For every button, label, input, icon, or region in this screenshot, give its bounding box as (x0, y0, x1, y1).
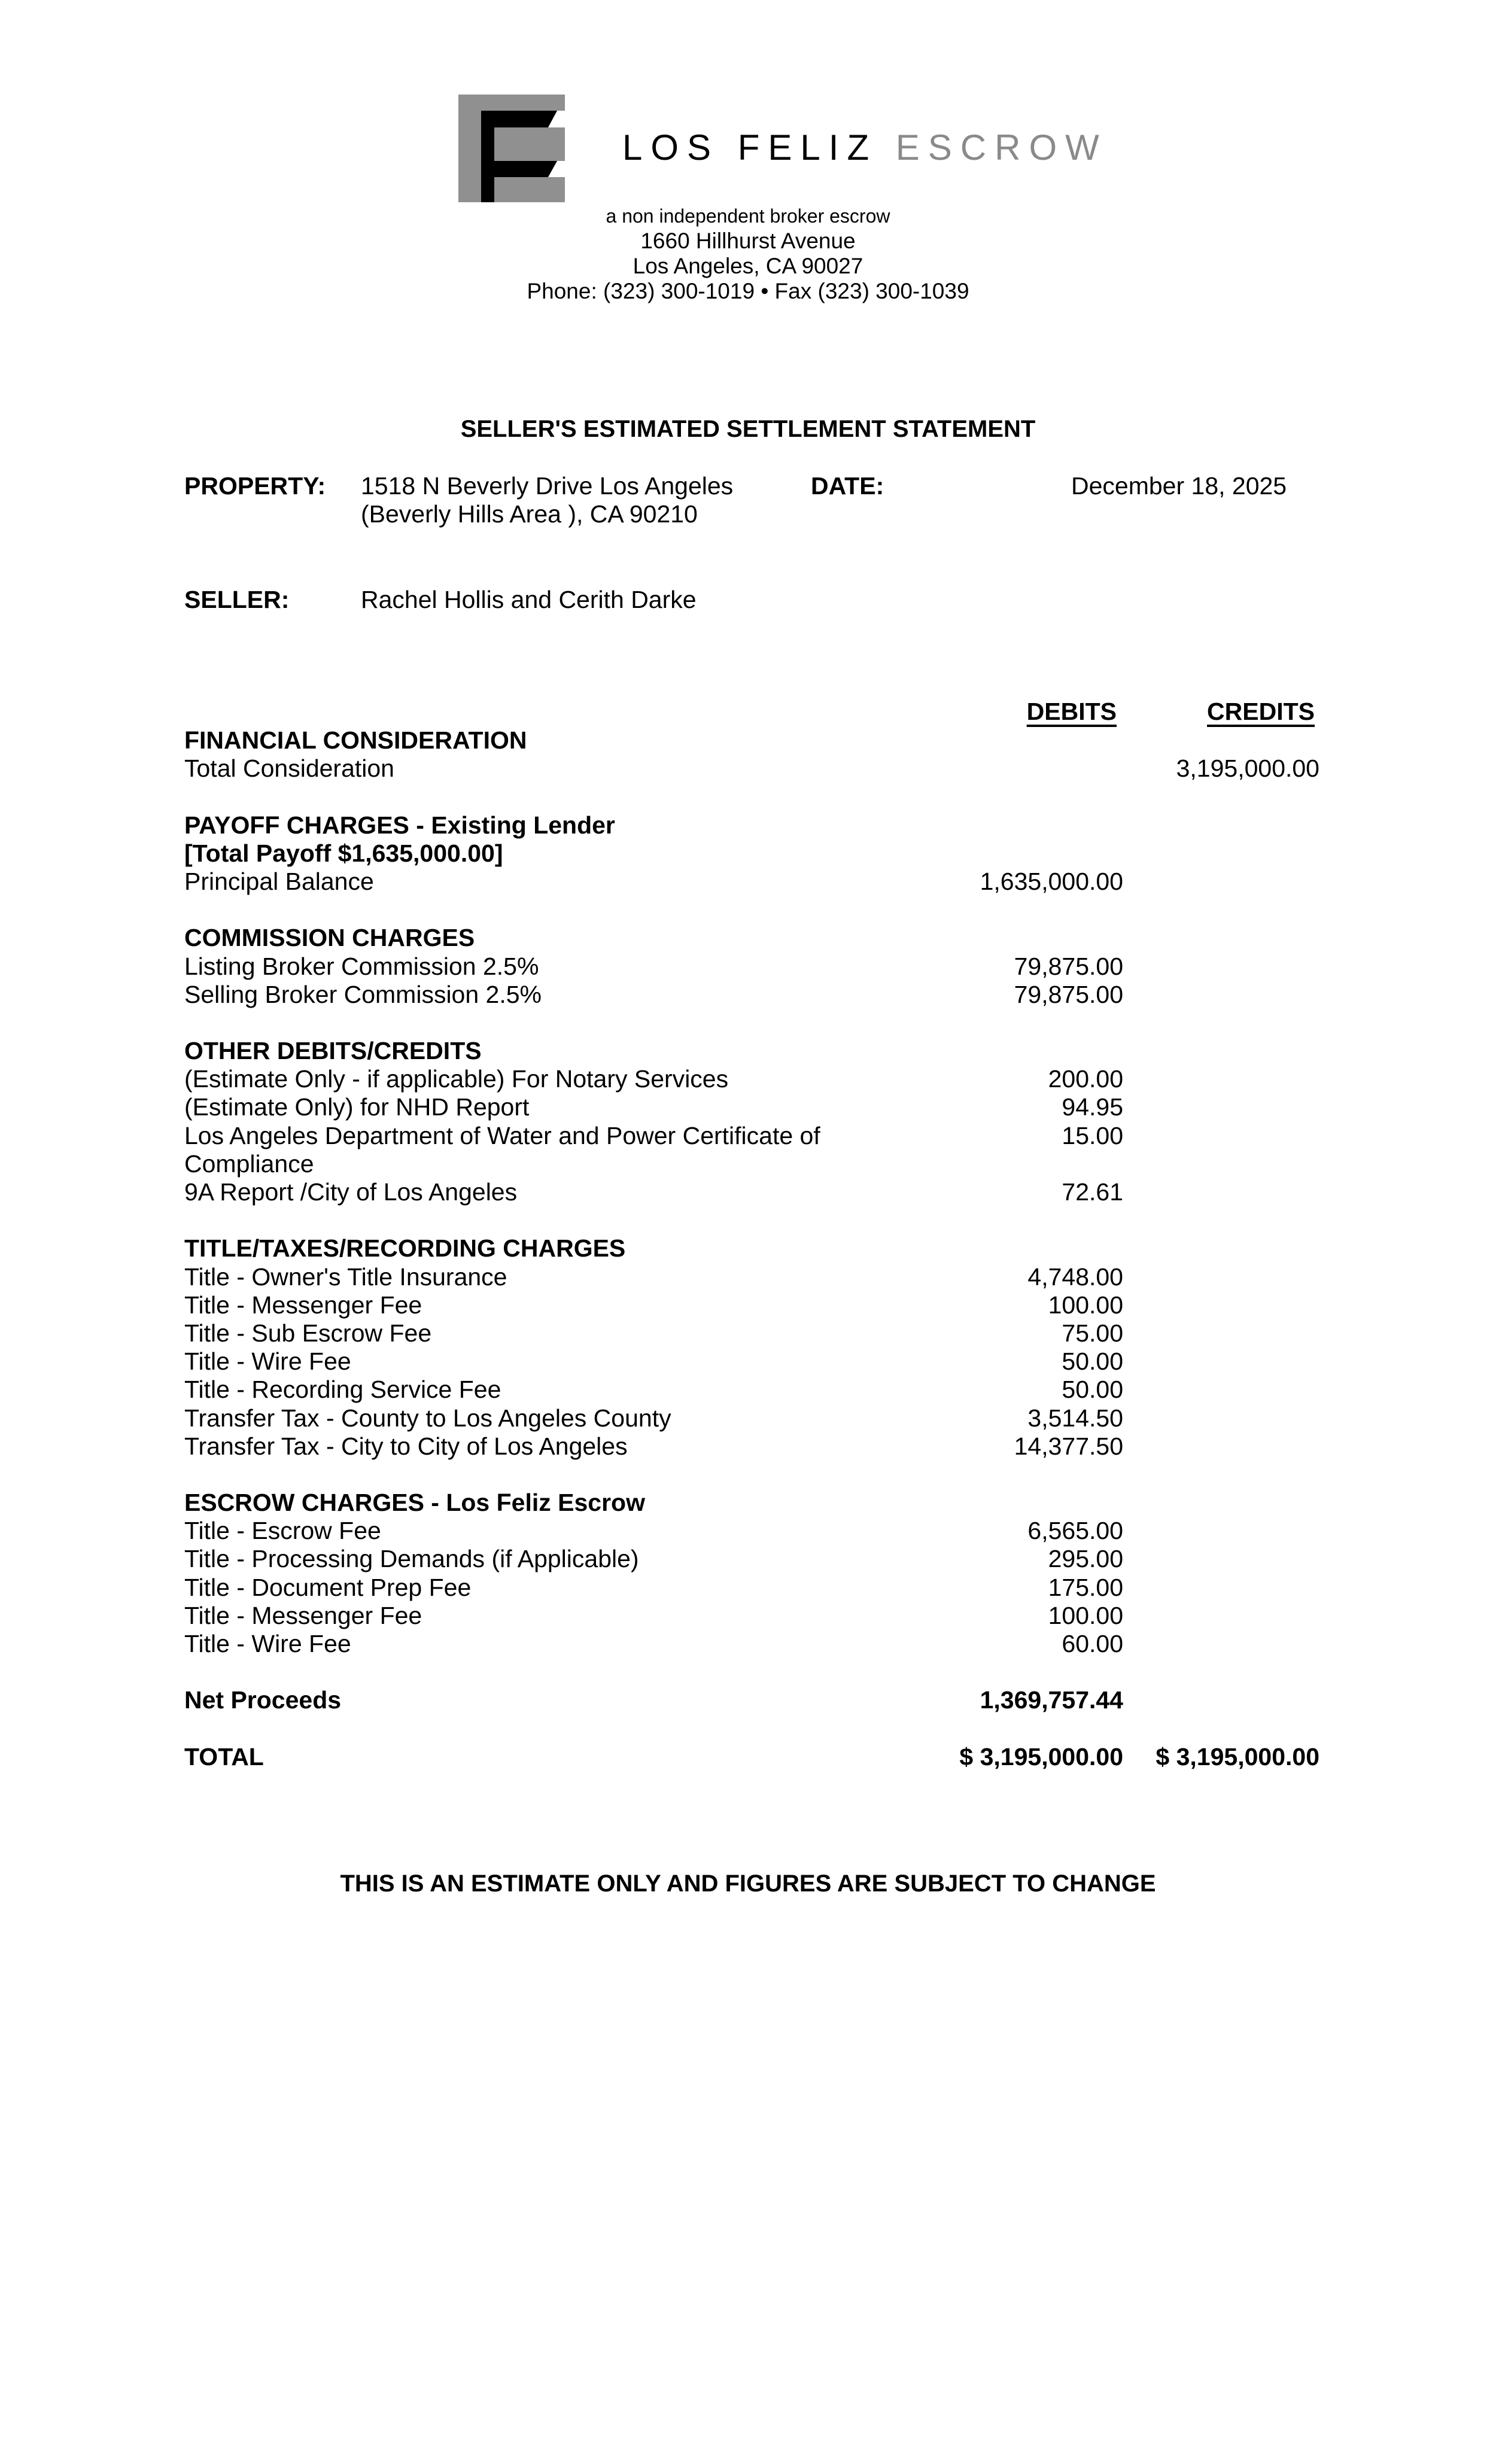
date-label: DATE: (811, 472, 884, 500)
line-item-row (184, 1178, 1321, 1206)
row-label: Los Angeles Department of Water and Power Certificate of Compliance (184, 1121, 820, 1178)
row-label: Total Consideration (184, 755, 394, 783)
property-label: PROPERTY: (184, 472, 326, 500)
debit-amount: 295.00 (1048, 1545, 1123, 1573)
row-label: TOTAL (184, 1742, 264, 1771)
property-value: 1518 N Beverly Drive Los Angeles (Beverly Hills Area ), CA 90210 (361, 472, 734, 528)
row-label: Title - Recording Service Fee (184, 1376, 501, 1404)
section-heading (184, 811, 1321, 839)
row-label: Listing Broker Commission 2.5% (184, 952, 539, 980)
line-item-row (184, 1319, 1321, 1347)
line-item-row (184, 1404, 1321, 1432)
row-label: Title - Wire Fee (184, 1347, 351, 1376)
line-item-row (184, 1602, 1321, 1630)
row-label: (Estimate Only - if applicable) For Notary Services (184, 1065, 729, 1093)
settlement-line-items (184, 726, 1321, 1771)
row-label: Transfer Tax - County to Los Angeles County (184, 1404, 671, 1432)
company-logo-text (622, 127, 1108, 169)
row-spacer (184, 1461, 1321, 1489)
row-label: Transfer Tax - City to City of Los Angeles (184, 1432, 628, 1460)
date-value: December 18, 2025 (1071, 472, 1287, 500)
row-label: OTHER DEBITS/CREDITS (184, 1037, 482, 1065)
company-address-line2: Los Angeles, CA 90027 (633, 254, 863, 278)
line-item-row (184, 868, 1321, 896)
debit-amount: 4,748.00 (1027, 1263, 1123, 1291)
debit-amount: 175.00 (1048, 1573, 1123, 1601)
estimate-disclaimer: THIS IS AN ESTIMATE ONLY AND FIGURES ARE SUBJECT TO CHANGE (340, 1870, 1156, 1897)
row-label: Net Proceeds (184, 1686, 342, 1714)
row-label: Principal Balance (184, 867, 374, 895)
row-label: Title - Escrow Fee (184, 1517, 381, 1545)
row-label: Title - Wire Fee (184, 1630, 351, 1658)
company-address-line1: 1660 Hillhurst Avenue (640, 229, 856, 253)
debit-amount: 15.00 (1062, 1121, 1123, 1149)
logo-text-dark: LOS FELIZ (622, 127, 878, 168)
debit-amount: 3,514.50 (1027, 1404, 1123, 1432)
row-label: 9A Report /City of Los Angeles (184, 1178, 518, 1206)
seller-value: Rachel Hollis and Cerith Darke (361, 586, 697, 613)
line-item-row (184, 1517, 1321, 1545)
section-heading (184, 1037, 1321, 1065)
row-label: TITLE/TAXES/RECORDING CHARGES (184, 1234, 626, 1263)
debit-amount: 1,369,757.44 (980, 1686, 1123, 1714)
company-phone-fax: Phone: (323) 300-1019 • Fax (323) 300-1039 (527, 279, 969, 303)
row-label: [Total Payoff $1,635,000.00] (184, 839, 503, 867)
statement-title: SELLER'S ESTIMATED SETTLEMENT STATEMENT (460, 416, 1036, 442)
row-label: Selling Broker Commission 2.5% (184, 980, 542, 1008)
section-heading (184, 1234, 1321, 1263)
row-label: ESCROW CHARGES - Los Feliz Escrow (184, 1489, 645, 1517)
line-item-row (184, 981, 1321, 1009)
credit-amount: 3,195,000.00 (1176, 755, 1319, 783)
company-tagline: a non independent broker escrow (606, 205, 890, 227)
total-row (184, 1743, 1321, 1771)
row-label: Title - Document Prep Fee (184, 1573, 472, 1601)
line-item-row (184, 1376, 1321, 1404)
debit-amount: 79,875.00 (1014, 980, 1123, 1008)
debit-amount: 200.00 (1048, 1065, 1123, 1093)
section-heading (184, 1489, 1321, 1517)
debit-amount: 60.00 (1062, 1630, 1123, 1658)
debit-amount: 50.00 (1062, 1376, 1123, 1404)
line-item-row (184, 1630, 1321, 1658)
debit-amount: 75.00 (1062, 1319, 1123, 1347)
row-spacer (184, 1715, 1321, 1743)
debit-amount: 100.00 (1048, 1601, 1123, 1629)
section-heading (184, 726, 1321, 755)
debit-amount: 1,635,000.00 (980, 867, 1123, 895)
credit-amount: $ 3,195,000.00 (1156, 1742, 1319, 1771)
debit-amount: 50.00 (1062, 1347, 1123, 1376)
debit-amount: 100.00 (1048, 1291, 1123, 1319)
row-label: Title - Owner's Title Insurance (184, 1263, 507, 1291)
line-item-row (184, 1065, 1321, 1093)
line-item-row (184, 1432, 1321, 1461)
line-item-row (184, 1291, 1321, 1319)
row-spacer (184, 783, 1321, 811)
row-spacer (184, 896, 1321, 924)
section-heading (184, 839, 1321, 868)
line-item-row (184, 1263, 1321, 1291)
line-item-row (184, 1093, 1321, 1121)
line-item-row (184, 1122, 1321, 1178)
debit-amount: 6,565.00 (1027, 1517, 1123, 1545)
row-spacer (184, 1206, 1321, 1234)
line-item-row (184, 1347, 1321, 1376)
total-row (184, 1686, 1321, 1714)
debit-amount: 72.61 (1062, 1178, 1123, 1206)
row-label: COMMISSION CHARGES (184, 924, 475, 952)
logo-text-light: ESCROW (895, 127, 1108, 168)
line-item-row (184, 755, 1321, 783)
company-logo-icon (458, 95, 568, 202)
row-label: Title - Sub Escrow Fee (184, 1319, 432, 1347)
line-item-row (184, 1574, 1321, 1602)
seller-label: SELLER: (184, 586, 290, 613)
row-label: Title - Processing Demands (if Applicable) (184, 1545, 639, 1573)
row-label: Title - Messenger Fee (184, 1601, 422, 1629)
line-item-row (184, 1545, 1321, 1573)
row-label: PAYOFF CHARGES - Existing Lender (184, 811, 615, 839)
row-label: (Estimate Only) for NHD Report (184, 1093, 530, 1121)
debit-amount: 14,377.50 (1014, 1432, 1123, 1460)
row-spacer (184, 1009, 1321, 1037)
line-item-row (184, 953, 1321, 981)
debit-amount: 79,875.00 (1014, 952, 1123, 980)
debits-column-header: DEBITS (1026, 698, 1117, 725)
credits-column-header: CREDITS (1207, 698, 1315, 725)
debit-amount: $ 3,195,000.00 (959, 1742, 1123, 1771)
row-label: FINANCIAL CONSIDERATION (184, 726, 527, 754)
debit-amount: 94.95 (1062, 1093, 1123, 1121)
section-heading (184, 924, 1321, 952)
row-label: Title - Messenger Fee (184, 1291, 422, 1319)
row-spacer (184, 1658, 1321, 1686)
